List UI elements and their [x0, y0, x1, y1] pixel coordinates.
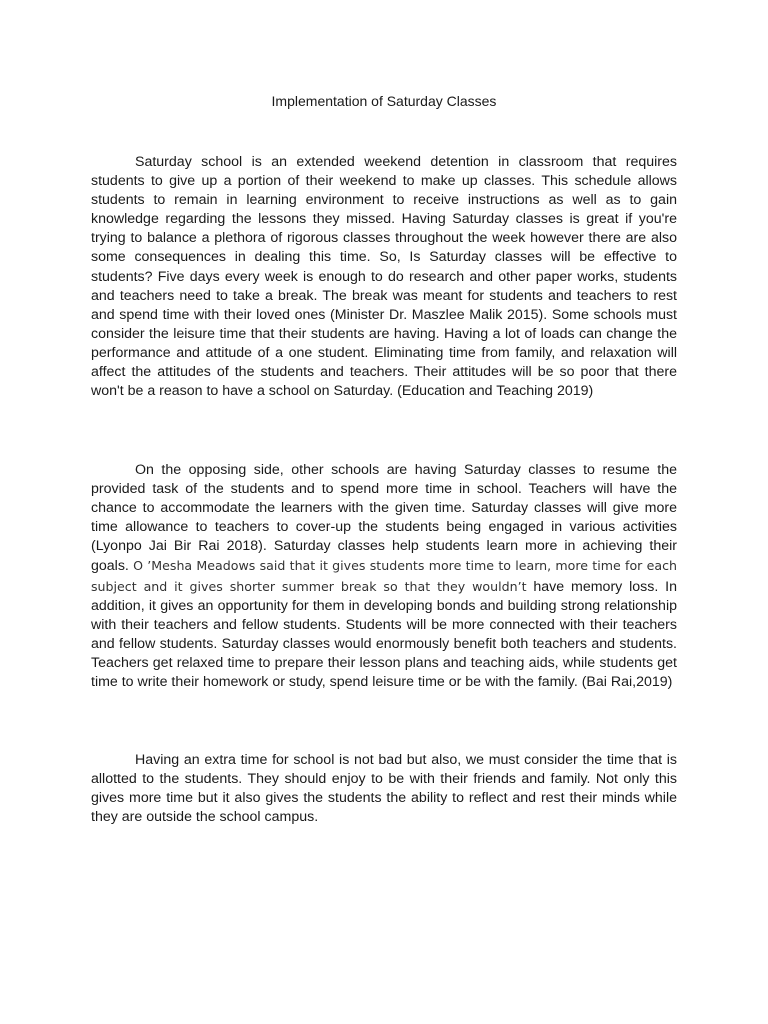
paragraph-2 [91, 461, 677, 692]
paragraph-2-text-before: On the opposing side, other schools are having Saturday classes to resume the provided task of the students and to spend more time in school. Teachers will have the chance to accommodate the learners with the given time. Saturday classes will give more time allowance to teachers to cover-up the students being engaged in various activities (Lyonpo Jai Bir Rai 2018). Saturday classes help students learn more in achieving their goals. [91, 462, 677, 575]
paragraph-2-quote: O ’Mesha Meadows said that it gives students more time to learn, more time for each subject and it gives shorter summer break so that they wouldn’t [91, 558, 677, 594]
paragraph-2-text-after: have memory loss. In addition, it gives an opportunity for them in developing bonds and building strong relationship with their teachers and fellow students. Students will be more connected with their teachers and fellow students. Saturday classes would enormously benefit both teachers and students. Teachers get relaxed time to prepare their lesson plans and teaching aids, while students get time to write their homework or study, spend leisure time or be with the family. (Bai Rai,2019) [91, 578, 677, 691]
document-title: Implementation of Saturday Classes [271, 93, 497, 109]
paragraph-1: Saturday school is an extended weekend detention in classroom that requires students to give up a portion of their weekend to make up classes. This schedule allows students to remain in learning environment to receive instructions as well as to gain knowledge regarding the lessons they missed. Having Saturday classes is great if you're trying to balance a plethora of rigorous classes throughout the week however there are also some consequences in dealing this time. So, Is Saturday classes will be effective to students? Five days every week is enough to do research and other paper works, students and teachers need to take a break. The break was meant for students and teachers to rest and spend time with their loved ones (Minister Dr. Maszlee Malik 2015). Some schools must consider the leisure time that their students are having. Having a lot of loads can change the performance and attitude of a one student. Eliminating time from family, and relaxation will affect the attitudes of the students and teachers. Their attitudes will be so poor that there won't be a reason to have a school on Saturday. (Education and Teaching 2019) [91, 154, 677, 400]
paragraph-3: Having an extra time for school is not bad but also, we must consider the time that is allotted to the students. They should enjoy to be with their friends and family. Not only this gives more time but it also gives the students the ability to reflect and rest their minds while they are outside the school campus. [91, 752, 677, 826]
